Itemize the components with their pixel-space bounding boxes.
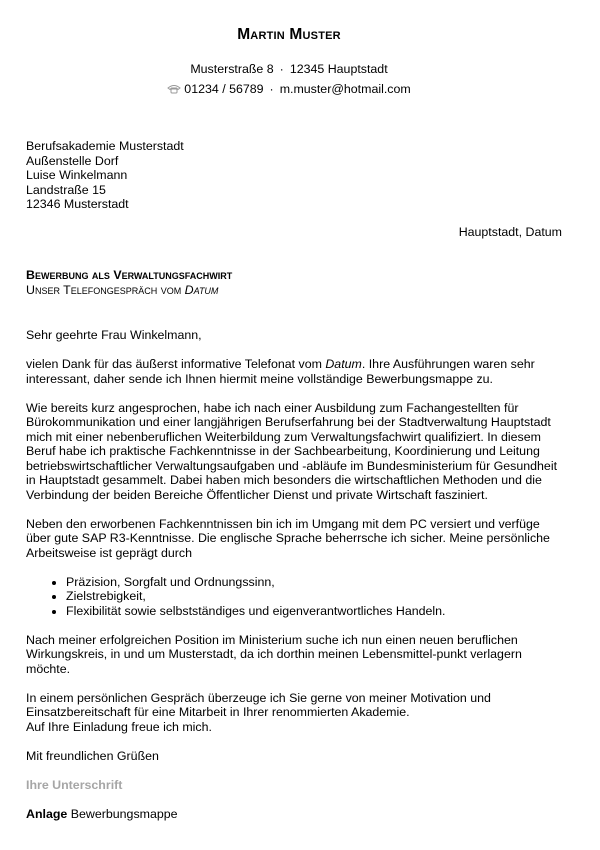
- recipient-line: Außenstelle Dorf: [26, 153, 119, 168]
- sender-address: [0, 62, 578, 77]
- separator-dot: ·: [279, 62, 284, 76]
- subject-reference-text: Unser Telefongespräch vom: [26, 282, 185, 297]
- salutation: Sehr geehrte Frau Winkelmann,: [26, 328, 202, 342]
- list-item: • Präzision, Sorgfalt und Ordnungssinn,: [66, 575, 566, 590]
- recipient-line: Berufsakademie Musterstadt: [26, 139, 184, 153]
- subject-reference: [26, 283, 232, 298]
- paragraph-intro: vielen Dank für das äußerst informative Telefonat vom Datum. Ihre Ausführungen waren sehr interessant, daher sende ich Ihnen hiermit meine vollständige Bewerbungsmappe zu.: [26, 357, 535, 386]
- recipient-line: 12346 Musterstadt: [26, 197, 129, 211]
- date-placeholder: Datum: [325, 357, 362, 371]
- paragraph-motivation: Nach meiner erfolgreichen Position im Ministerium suche ich nun einen neuen beruflichen Wirkungskreis, in und um Musterstadt, da ich dorthin meinen Lebensmittel-punkt verlagern möchte.: [26, 632, 522, 676]
- subject-block: [26, 268, 232, 297]
- sender-name: Martin Muster: [237, 26, 341, 43]
- sender-contact: [0, 82, 578, 97]
- attachment: [26, 807, 566, 822]
- qualities-list: [26, 575, 566, 619]
- attachment-label: Anlage: [26, 806, 68, 821]
- closing: Mit freundlichen Grüßen: [26, 748, 159, 763]
- paragraph-invitation: Auf Ihre Einladung freue ich mich.: [26, 719, 212, 734]
- signature: Ihre Unterschrift: [26, 777, 123, 792]
- subject-reference-date: Datum: [184, 282, 219, 297]
- sender-email: m.muster@hotmail.com: [279, 82, 411, 96]
- paragraph-interview: In einem persönlichen Gespräch überzeuge ich Sie gerne von meiner Motivation und Einsatzbereitschaft für eine Mitarbeit in Ihrer renommierten Akademie.: [26, 690, 491, 719]
- letter-body: [26, 328, 566, 836]
- recipient-line: Landstraße 15: [26, 182, 106, 197]
- sender-phone: 01234 / 56789: [184, 82, 264, 96]
- recipient-address: [26, 139, 184, 212]
- recipient-line: Luise Winkelmann: [26, 168, 128, 182]
- list-item: • Zielstrebigkeit,: [66, 589, 566, 604]
- list-item: • Flexibilität sowie selbstständiges und eigenverantwortliches Handeln.: [66, 604, 566, 619]
- sender-city: 12345 Hauptstadt: [289, 62, 388, 76]
- place-date: Hauptstadt, Datum: [458, 225, 562, 239]
- paragraph-experience: Wie bereits kurz angesprochen, habe ich nach einer Ausbildung zum Fachangestellten für Bürokommunikation und einer langjährigen Berufserfahrung bei der Stadtverwaltung Hauptstadt mich mit einer nebenberuflichen Weiterbildung zum Verwaltungsfachwirt qualifiziert. In diesem Beruf habe ich praktische Fachkenntnisse in der Sachbearbeitung, Koordinierung und Leitung betriebswirtschaftlicher Verwaltungsaufgaben und -abläufe im Bundesministerium für Gesundheit in Hauptstadt gesammelt. Dabei haben mich besonders die wirtschaftlichen Methoden und die Verbindung der beiden Bereiche Öffentlicher Dienst und private Wirtschaft fasziniert.: [26, 400, 558, 502]
- sender-street: Musterstraße 8: [190, 62, 274, 76]
- separator-dot: ·: [269, 82, 274, 96]
- attachment-value: Bewerbungsmappe: [67, 806, 178, 821]
- paragraph-skills: Neben den erworbenen Fachkenntnissen bin ich im Umgang mit dem PC versiert und verfüge über gute SAP R3-Kenntnisse. Die englische Sprache beherrsche ich sicher. Meine persönliche Arbeitsweise ist geprägt durch: [26, 516, 550, 560]
- subject-title: Bewerbung als Verwaltungsfachwirt: [26, 268, 233, 282]
- phone-icon: [167, 83, 181, 93]
